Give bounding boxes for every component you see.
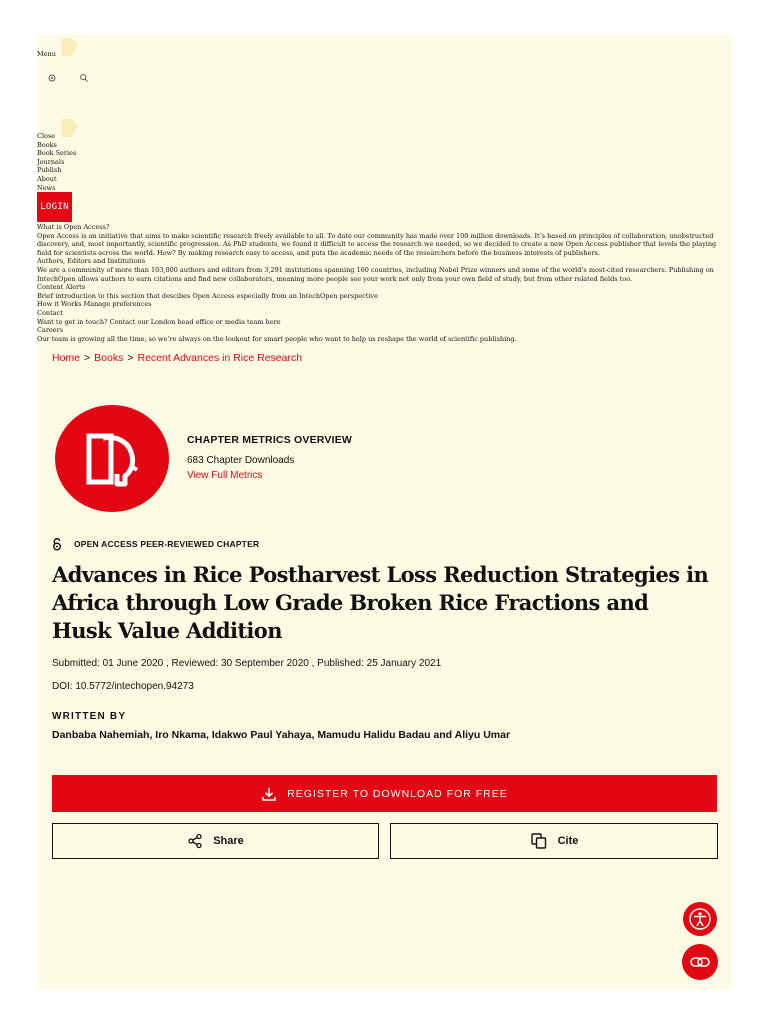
chapter-title: Advances in Rice Postharvest Loss Reduction Strategies in Africa through Low Grade Broken Rice Fractions and Husk Value Addition bbox=[52, 562, 709, 643]
chapter-authors[interactable]: Danbaba Nahemiah, Iro Nkama, Idakwo Paul Yahaya, Mamudu Halidu Badau and Aliyu Umar bbox=[52, 729, 511, 741]
breadcrumb-separator: > bbox=[127, 352, 134, 364]
share-button[interactable] bbox=[52, 823, 379, 859]
menu-button[interactable]: Menu bbox=[37, 50, 56, 58]
intechopen-logo-icon bbox=[55, 405, 169, 512]
menu-link-how-it-works[interactable]: How it Works Manage preferences bbox=[37, 300, 152, 309]
chapter-metrics bbox=[187, 434, 352, 481]
chapter-dates: Submitted: 01 June 2020 , Reviewed: 30 September 2020 , Published: 25 January 2021 bbox=[52, 658, 442, 669]
menu-link-open-access[interactable]: What is Open Access? bbox=[37, 223, 110, 231]
metrics-title: CHAPTER METRICS OVERVIEW bbox=[187, 434, 353, 446]
open-access-badge bbox=[52, 537, 259, 551]
copy-icon bbox=[530, 832, 548, 850]
menu-text: We are a community of more than 103,000 authors and editors from 3,291 institutions spanning 160 countries, including Nobel Prize winners and some of the world’s most-cited researchers. Publishing on IntechOpen allows authors to earn citations and find new collaborators, meaning more people see your work not only from your own field of study, but from other related fields too. bbox=[37, 265, 714, 283]
menu-text: Our team is growing all the time, so we’re always on the lookout for smart people who want to help us reshape the world of scientific publishing. bbox=[37, 334, 517, 343]
cite-button[interactable] bbox=[390, 823, 718, 859]
nav-item-publish[interactable]: Publish bbox=[37, 166, 62, 175]
logo-ghost-icon bbox=[59, 36, 81, 58]
nav-item-book-series[interactable]: Book Series bbox=[37, 149, 77, 158]
login-button[interactable]: LOGIN bbox=[37, 192, 72, 222]
close-menu-button[interactable]: Close bbox=[37, 132, 56, 140]
accessibility-icon bbox=[688, 907, 712, 931]
share-icon bbox=[187, 833, 203, 849]
menu-info-panel bbox=[37, 223, 732, 343]
link-icon bbox=[690, 956, 710, 968]
breadcrumb-books[interactable]: Books bbox=[94, 352, 124, 364]
menu-link-careers[interactable]: Careers bbox=[37, 326, 64, 335]
breadcrumb-home[interactable]: Home bbox=[52, 352, 81, 364]
register-download-button[interactable] bbox=[52, 775, 717, 812]
breadcrumb-book[interactable]: Recent Advances in Rice Research bbox=[137, 352, 303, 364]
view-full-metrics-link[interactable]: View Full Metrics bbox=[187, 470, 263, 481]
breadcrumb bbox=[52, 352, 302, 364]
search-icon[interactable] bbox=[79, 68, 89, 78]
nav-item-books[interactable]: Books bbox=[37, 140, 57, 149]
register-label: REGISTER TO DOWNLOAD FOR FREE bbox=[287, 787, 508, 800]
chapter-doi[interactable]: DOI: 10.5772/intechopen.94273 bbox=[52, 681, 194, 692]
nav-item-news[interactable]: News bbox=[37, 183, 56, 192]
settings-icon[interactable] bbox=[47, 68, 57, 78]
menu-text: Want to get in touch? Contact our London head office or media team here bbox=[37, 317, 281, 326]
open-access-icon bbox=[52, 537, 62, 551]
support-chat-button[interactable] bbox=[682, 944, 718, 980]
menu-link-authors[interactable]: Authors, Editors and Institutions bbox=[37, 257, 146, 266]
written-by-label: WRITTEN BY bbox=[52, 711, 127, 722]
breadcrumb-separator: > bbox=[84, 352, 91, 364]
share-label: Share bbox=[213, 835, 244, 847]
menu-link-contact[interactable]: Contact bbox=[37, 308, 63, 317]
nav-item-journals[interactable]: Journals bbox=[37, 157, 65, 166]
menu-text: Brief introduction to this section that descibes Open Access especially from an IntechOpen perspective bbox=[37, 291, 378, 300]
menu-text: Open Access is an initiative that aims to make scientific research freely available to all. To date our community has made over 100 million downloads. It’s based on principles of collaboration, unobstructed discovery, and, most importantly, scientific progression. As PhD students, we found it difficult to access the research we needed, so we decided to create a new Open Access publisher that levels the playing field for scientists across the world. How? By making research easy to access, and puts the academic needs of the researchers before the business interests of publishers. bbox=[37, 231, 717, 257]
menu-link-content-alerts[interactable]: Content Alerts bbox=[37, 283, 86, 292]
open-access-label: OPEN ACCESS PEER-REVIEWED CHAPTER bbox=[74, 539, 260, 549]
nav-item-about[interactable]: About bbox=[37, 174, 57, 183]
download-icon bbox=[261, 786, 277, 802]
metrics-downloads: 683 Chapter Downloads bbox=[187, 455, 295, 466]
nav-menu bbox=[37, 132, 76, 192]
accessibility-button[interactable] bbox=[683, 902, 717, 936]
page-container bbox=[37, 34, 732, 990]
cite-label: Cite bbox=[557, 835, 579, 847]
